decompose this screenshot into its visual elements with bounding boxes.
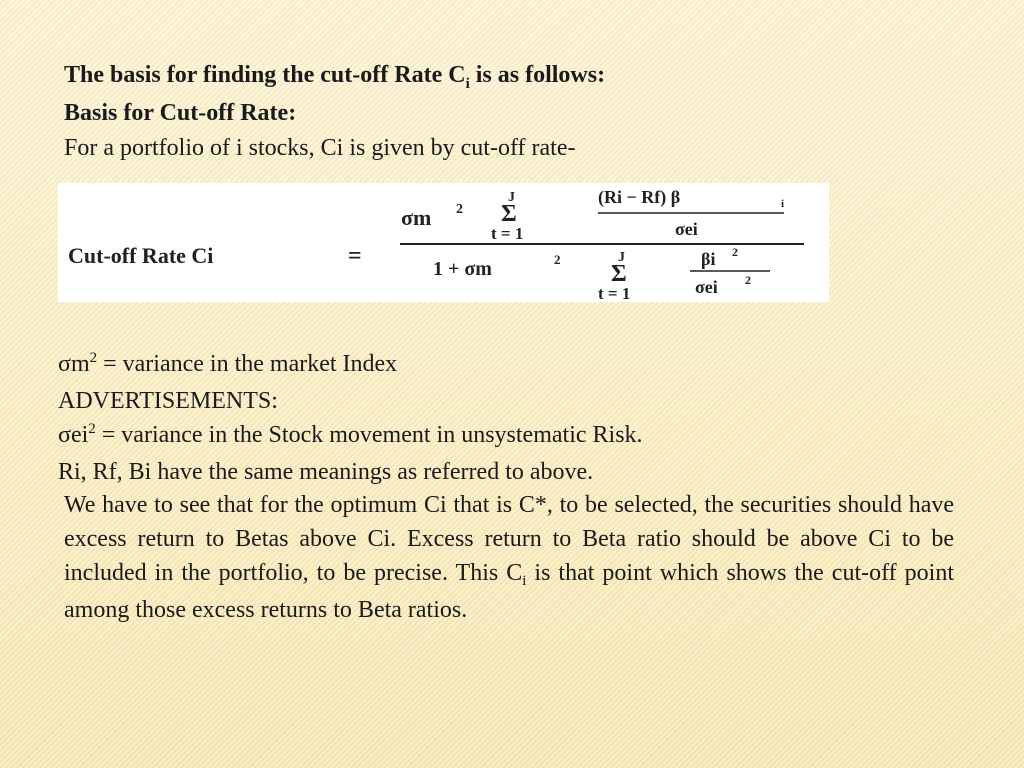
- formula-graphic: [58, 183, 829, 302]
- denominator-fraction-bottom-exponent: 2: [745, 273, 751, 287]
- numerator-sum-symbol: Σ: [501, 201, 517, 227]
- numerator-sum-bottom: t = 1: [491, 224, 524, 243]
- heading-title-suffix: is as follows:: [469, 62, 606, 88]
- denominator-fraction-top: βi: [701, 249, 716, 269]
- denominator-sigma-m-exponent: 2: [554, 252, 561, 267]
- heading-title-subscript: i: [465, 76, 470, 92]
- formula-equals: =: [348, 243, 362, 269]
- denominator-fraction-bottom: σei: [695, 277, 718, 297]
- denominator-fraction-top-exponent: 2: [732, 245, 738, 259]
- numerator-fraction-bottom: σei: [675, 219, 698, 239]
- heading-title-text: The basis for finding the cut-off Rate C: [64, 62, 466, 88]
- definition-sigma-ei-symbol: σei: [58, 422, 89, 448]
- heading-intro: For a portfolio of i stocks, Ci is given by cut-off rate-: [64, 135, 576, 161]
- definition-sigma-ei: [58, 418, 958, 455]
- definition-sigma-m-text: = variance in the market Index: [97, 351, 398, 377]
- formula-lhs: Cut-off Rate Ci: [68, 243, 214, 268]
- definition-sigma-m-superscript: 2: [89, 350, 98, 366]
- definition-sigma-ei-superscript: 2: [88, 421, 96, 437]
- definition-sigma-m-symbol: σm: [58, 351, 90, 377]
- definitions-block: [58, 347, 958, 489]
- definition-sigma-m: [58, 347, 958, 384]
- advertisements-label: ADVERTISEMENTS:: [58, 388, 278, 414]
- definition-same-meaning: Ri, Rf, Bi have the same meanings as referred to above.: [58, 459, 594, 485]
- denominator-one-plus-sigma-m: 1 + σm: [433, 258, 492, 280]
- numerator-fraction-top-subscript: i: [781, 198, 785, 210]
- paragraph-part1: We have to see that for the optimum Ci that is C*, to be selected, the securities should have excess return to Betas above Ci. Excess return to Beta ratio should be above Ci to be included in the portfolio, to be precise. This C: [64, 492, 954, 586]
- paragraph-part2: is that point which shows the cut-off point among those excess returns to Beta ratios.: [64, 560, 955, 623]
- explanation-paragraph: [64, 488, 954, 627]
- heading-block: [64, 58, 964, 166]
- paragraph-subscript: i: [522, 573, 527, 589]
- heading-title: [64, 58, 964, 96]
- numerator-sum-top: J: [508, 190, 515, 205]
- heading-subtitle: Basis for Cut-off Rate:: [64, 100, 297, 126]
- numerator-fraction-top: (Ri − Rf) β: [598, 187, 681, 207]
- formula-image: [58, 183, 829, 302]
- denominator-sum-bottom: t = 1: [598, 284, 631, 302]
- numerator-sigma-m-exponent: 2: [456, 202, 463, 217]
- numerator-sigma-m: σm: [401, 205, 432, 230]
- definition-sigma-ei-text: = variance in the Stock movement in unsystematic Risk.: [95, 422, 643, 448]
- denominator-sum-symbol: Σ: [611, 261, 627, 287]
- denominator-sum-top: J: [618, 250, 625, 265]
